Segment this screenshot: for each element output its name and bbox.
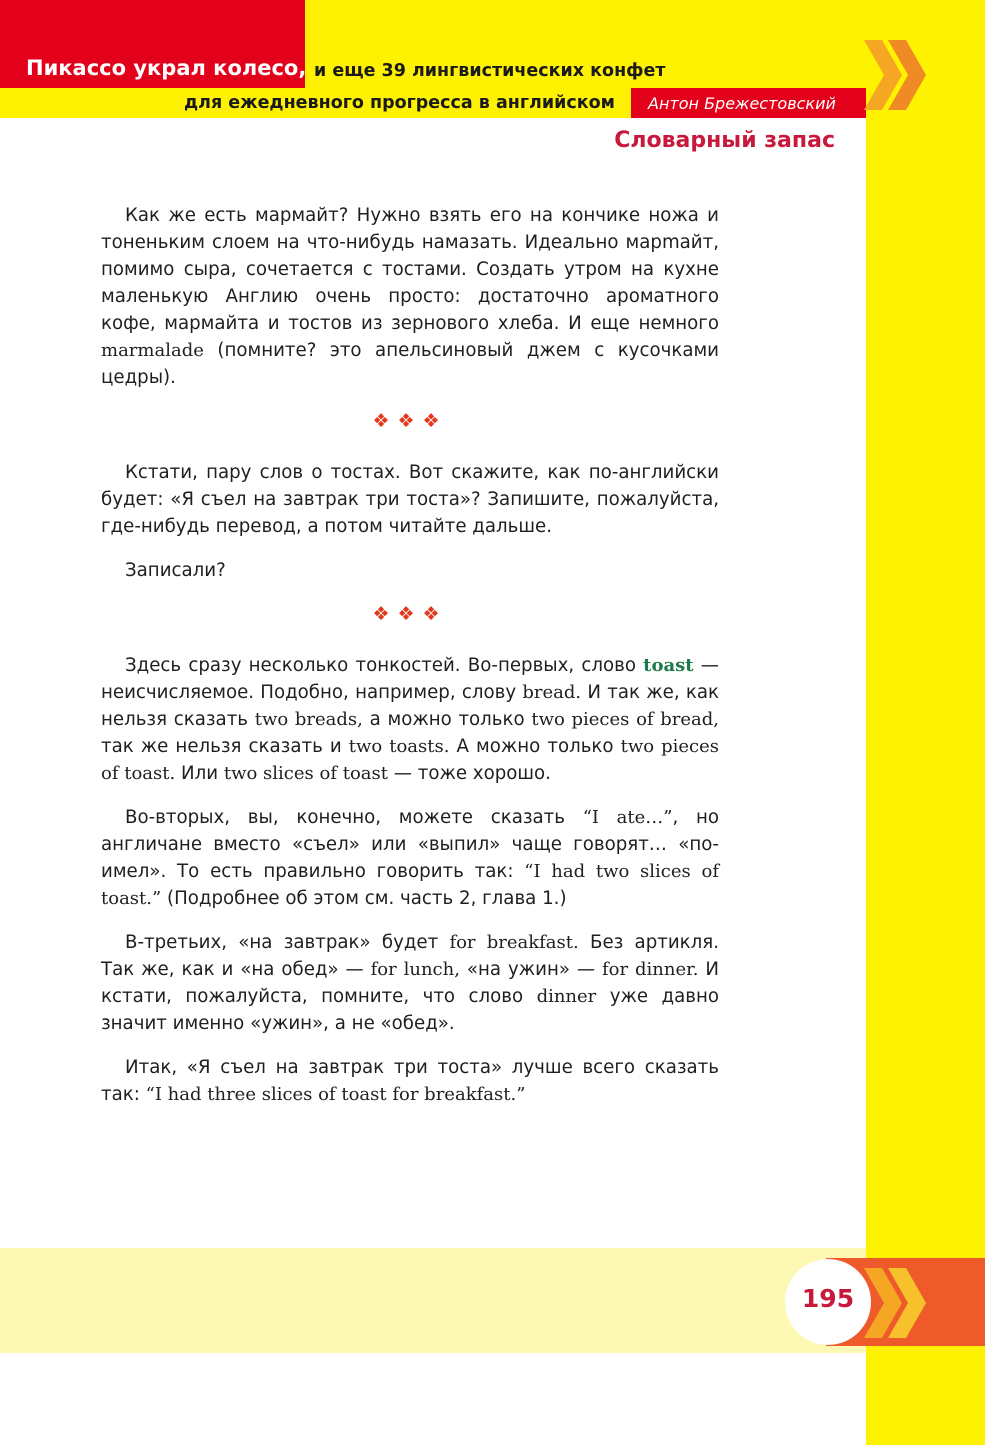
highlighted-term: toast bbox=[643, 655, 694, 676]
paragraph-2: Кстати, пару слов о тостах. Вот скажите, как по-английски будет: «Я съел на завтрак три тоста»? Запишите, пожалуйста, где-нибудь перевод, а потом читайте дальше. bbox=[101, 462, 719, 537]
section-divider: ❖❖❖ bbox=[372, 410, 448, 432]
double-chevron-right-icon bbox=[862, 36, 932, 114]
section-divider: ❖❖❖ bbox=[372, 603, 448, 625]
paragraph-3: Записали? bbox=[125, 560, 226, 581]
paragraph-4: Здесь сразу несколько тонкостей. Во-первых, слово toast — неисчисляемое. Подобно, например, слову bread. И так же, как нельзя сказать two breads, а можно только two pieces of bread, так же нельзя сказать и two toasts. А можно только two pieces of toast. Или two slices of toast — тоже хорошо. bbox=[101, 655, 719, 784]
double-chevron-right-icon bbox=[862, 1265, 932, 1341]
footer-band bbox=[0, 1248, 866, 1353]
paragraph-1: Как же есть мармайт? Нужно взять его на кончике ножа и тоненьким слоем на что-нибудь намазать. Идеально марmайт, помимо сыра, сочетается с тостами. Создать утром на кухне маленькую Англию очень просто: достаточно ароматного кофе, мармайта и тостов из зернового хлеба. И еще немного marmalade (помните? это апельсиновый джем с кусочками цедры). bbox=[101, 205, 719, 388]
book-subtitle-line1: и еще 39 лингвистических конфет bbox=[314, 61, 666, 81]
side-strip bbox=[866, 0, 985, 1445]
paragraph-5: Во-вторых, вы, конечно, можете сказать “I ate…”, но англичане вместо «съел» или «выпил» чаще говорят… «поимел». То есть правильно говорить так: “I had two slices of toast.” (Подробнее об этом см. часть 2, глава 1.) bbox=[101, 807, 720, 909]
paragraph-7: Итак, «Я съел на завтрак три тоста» лучше всего сказать так: “I had three slices of toast for breakfast.” bbox=[101, 1057, 719, 1105]
paragraph-6: В-третьих, «на завтрак» будет for breakfast. Без артикля. Так же, как и «на обед» — for lunch, «на ужин» — for dinner. И кстати, пожалуйста, помните, что слово dinner уже давно значит именно «ужин», а не «обед». bbox=[101, 932, 720, 1034]
book-subtitle-line2: для ежедневного прогресса в английском bbox=[184, 93, 615, 113]
book-author: Антон Брежестовский bbox=[648, 94, 836, 113]
page-content bbox=[101, 202, 719, 1125]
page-number: 195 bbox=[801, 1284, 855, 1313]
book-title: Пикассо украл колесо, bbox=[26, 56, 307, 80]
section-title: Словарный запас bbox=[614, 128, 835, 153]
